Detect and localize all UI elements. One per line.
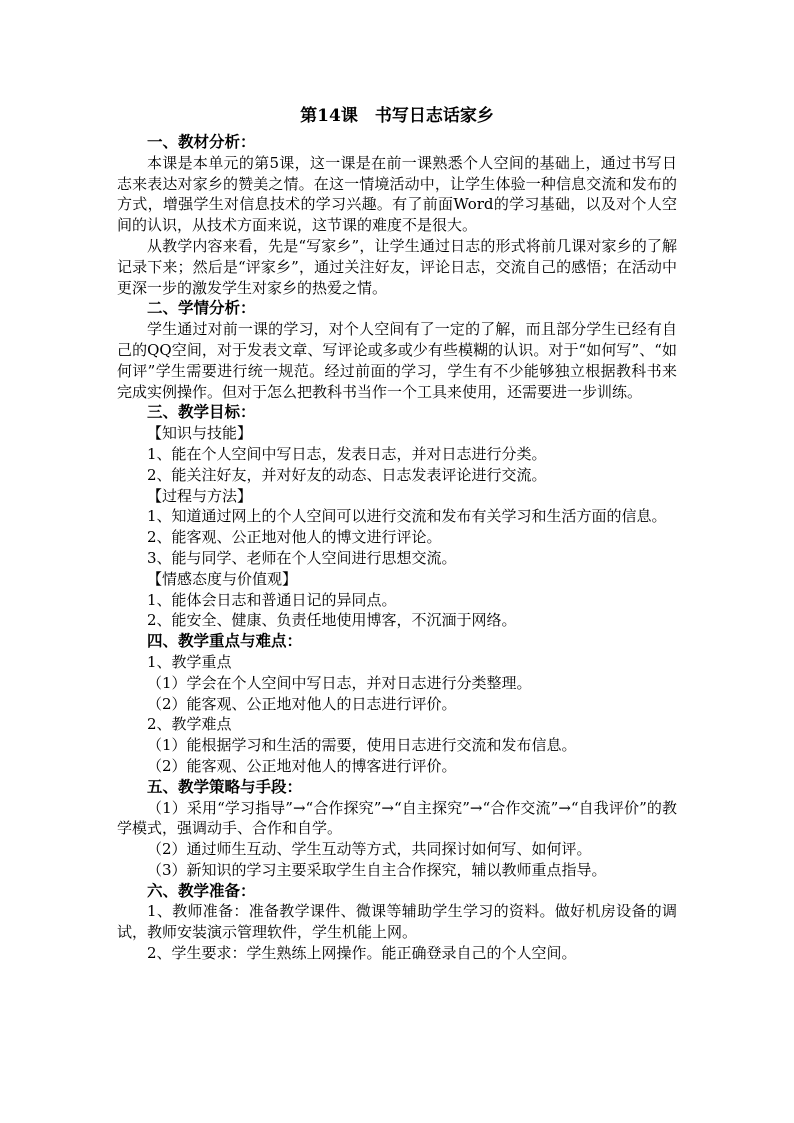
page-title: 第14课 书写日志话家乡 xyxy=(300,106,494,126)
list-item: （3）新知识的学习主要采取学生自主合作探究，辅以教师重点指导。 xyxy=(147,860,607,879)
list-item: （2）通过师生互动、学生互动等方式，共同探讨如何写、如何评。 xyxy=(147,840,592,859)
list-item: （1）学会在个人空间中写日志，并对日志进行分类整理。 xyxy=(147,673,532,692)
list-item: 2、能安全、健康、负责任地使用博客，不沉湎于网络。 xyxy=(147,611,517,630)
list-item: 1、教师准备：准备教学课件、微课等辅助学生学习的资料。做好机房设备的调试，教师安装演示管理软件，学生机能上网。 xyxy=(117,902,677,942)
subheading: 【情感态度与价值观】 xyxy=(147,569,298,588)
list-item: 2、能关注好友，并对好友的动态、日志发表评论进行交流。 xyxy=(147,465,547,484)
list-item: 3、能与同学、老师在个人空间进行思想交流。 xyxy=(147,548,457,567)
section-heading-6: 六、教学准备： xyxy=(147,880,256,900)
list-item: 1、能体会日志和普通日记的异同点。 xyxy=(147,590,397,609)
subheading: 1、教学重点 xyxy=(147,652,232,671)
document-body xyxy=(117,104,677,964)
list-item: （1）采用“学习指导”→“合作探究”→“自主探究”→“合作交流”→“自我评价”的教学模式，强调动手、合作和自学。 xyxy=(117,798,677,838)
section-heading-5: 五、教学策略与手段： xyxy=(147,776,303,796)
list-item: （2）能客观、公正地对他人的日志进行评价。 xyxy=(147,694,457,713)
subheading: 【知识与技能】 xyxy=(147,424,253,443)
list-item: （1）能根据学习和生活的需要，使用日志进行交流和发布信息。 xyxy=(147,736,577,755)
list-item: 1、能在个人空间中写日志，发表日志，并对日志进行分类。 xyxy=(147,444,547,463)
list-item: 2、能客观、公正地对他人的博文进行评论。 xyxy=(147,528,442,547)
paragraph: 从教学内容来看，先是“写家乡”，让学生通过日志的形式将前几课对家乡的了解记录下来；然后是“评家乡”，通过关注好友，评论日志，交流自己的感悟；在活动中更深一步的激发学生对家乡的热爱之情。 xyxy=(117,236,677,297)
paragraph: 学生通过对前一课的学习，对个人空间有了一定的了解，而且部分学生已经有自己的QQ空间，对于发表文章、写评论或多或少有些模糊的认识。对于“如何写”、“如何评”学生需要进行统一规范。经过前面的学习，学生有不少能够独立根据教科书来完成实例操作。但对于怎么把教科书当作一个工具来使用，还需要进一步训练。 xyxy=(117,320,677,401)
section-heading-3: 三、教学目标： xyxy=(147,402,256,422)
list-item: 2、学生要求：学生熟练上网操作。能正确登录自己的个人空间。 xyxy=(147,944,577,963)
list-item: 1、知道通过网上的个人空间可以进行交流和发布有关学习和生活方面的信息。 xyxy=(147,507,667,526)
paragraph: 本课是本单元的第5课，这一课是在前一课熟悉个人空间的基础上，通过书写日志来表达对家乡的赞美之情。在这一情境活动中，让学生体验一种信息交流和发布的方式，增强学生对信息技术的学习兴趣。有了前面Word的学习基础，以及对个人空间的认识，从技术方面来说，这节课的难度不是很大。 xyxy=(117,153,677,235)
section-heading-2: 二、学情分析： xyxy=(147,298,256,318)
section-heading-1: 一、教材分析： xyxy=(147,132,256,151)
subheading: 2、教学难点 xyxy=(147,715,232,734)
subheading: 【过程与方法】 xyxy=(147,486,253,505)
section-heading-4: 四、教学重点与难点： xyxy=(147,631,303,651)
list-item: （2）能客观、公正地对他人的博客进行评价。 xyxy=(147,756,457,775)
